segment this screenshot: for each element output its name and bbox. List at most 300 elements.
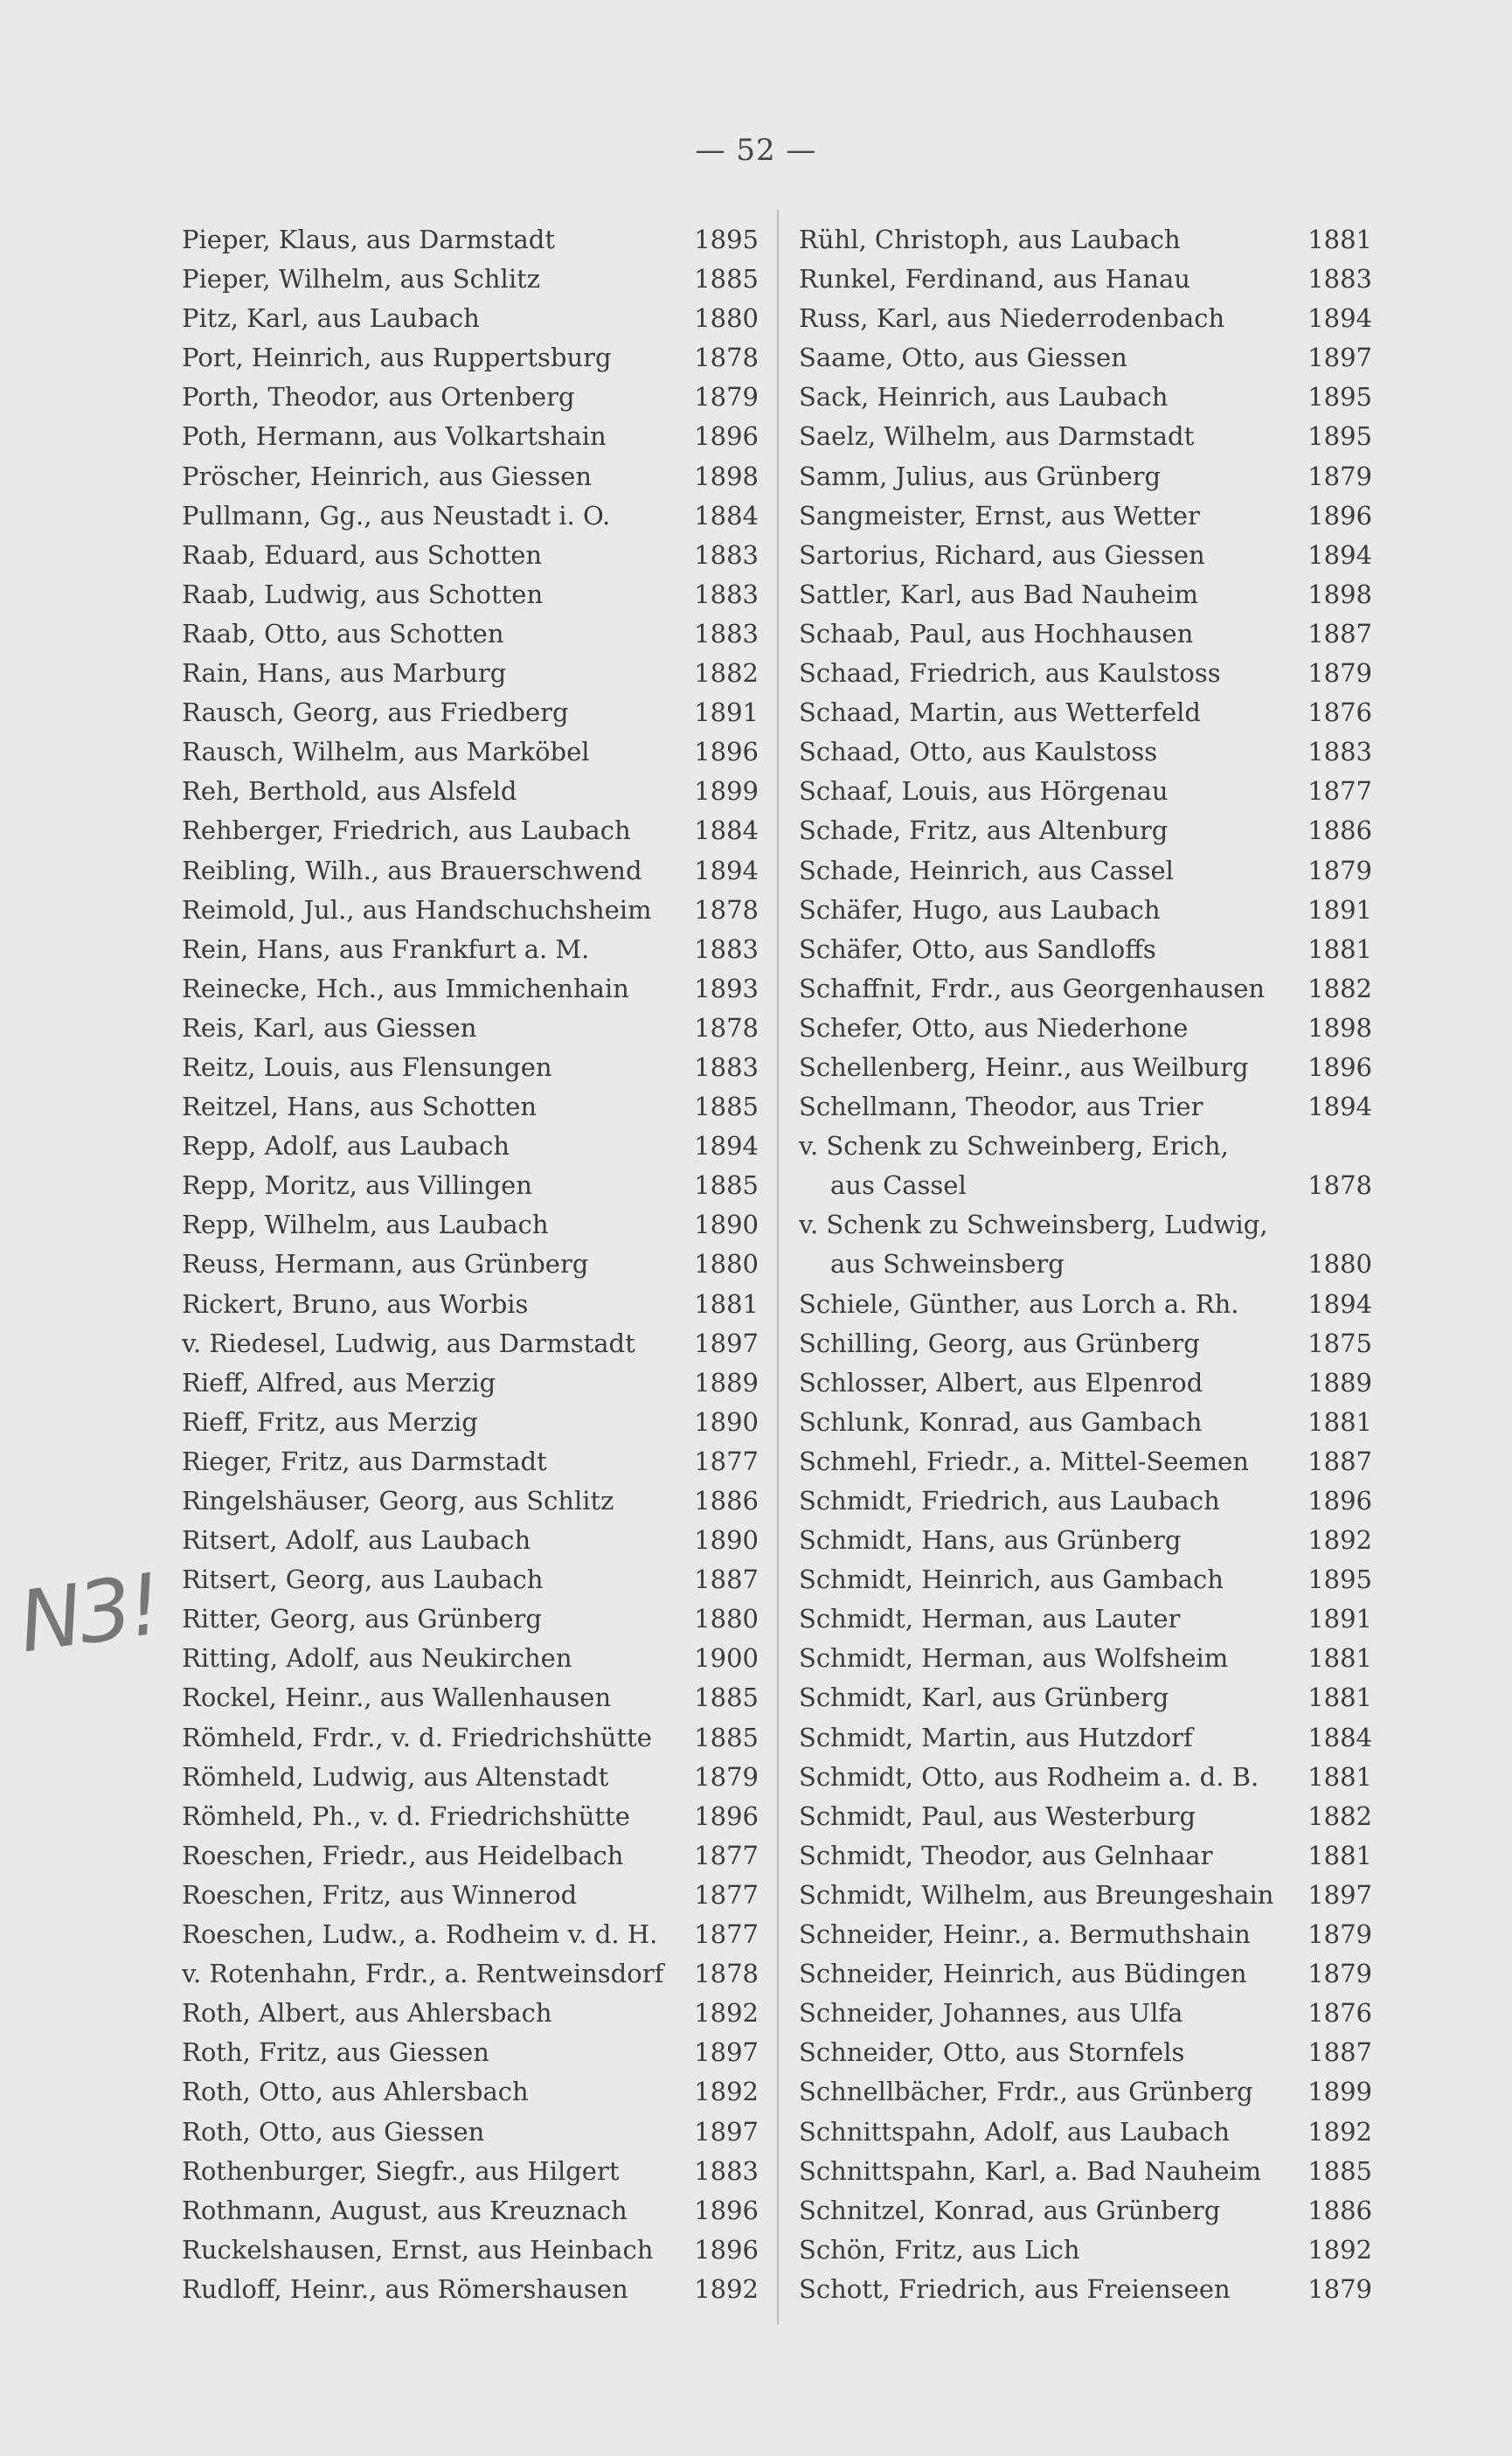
list-entry: [799, 1994, 1372, 2033]
list-entry: [799, 1442, 1372, 1481]
list-entry: [182, 1678, 759, 1717]
list-entry: [799, 1797, 1372, 1836]
entry-name: Schmehl, Friedr., a. Mittel-Seemen: [799, 1446, 1249, 1476]
entry-name: v. Riedesel, Ludwig, aus Darmstadt: [182, 1328, 635, 1358]
entry-name: Repp, Moritz, aus Villingen: [182, 1170, 532, 1201]
entry-name: Rudloff, Heinr., aus Römershausen: [182, 2273, 628, 2304]
entry-name: Roth, Albert, aus Ahlersbach: [182, 1998, 552, 2029]
entry-year: 1891: [694, 697, 759, 728]
list-entry: [799, 1560, 1372, 1599]
list-entry: [182, 1087, 759, 1127]
list-entry: [182, 260, 759, 299]
list-entry: [799, 614, 1372, 654]
entry-name: Schaab, Paul, aus Hochhausen: [799, 618, 1194, 649]
entry-name: Schmidt, Wilhelm, aus Breungeshain: [799, 1879, 1274, 1910]
entry-year: 1882: [694, 658, 759, 689]
entry-year: 1880: [694, 303, 759, 334]
list-entry: [799, 2152, 1372, 2191]
list-entry: [799, 1836, 1372, 1876]
list-entry: [182, 1048, 759, 1087]
entry-name: Sangmeister, Ernst, aus Wetter: [799, 500, 1200, 531]
left-column: [182, 220, 759, 2309]
list-entry: [799, 1324, 1372, 1363]
entry-name: Saelz, Wilhelm, aus Darmstadt: [799, 421, 1195, 452]
list-entry: [799, 654, 1372, 693]
entry-name: Rausch, Wilhelm, aus Marköbel: [182, 737, 590, 767]
entry-name: Roth, Otto, aus Giessen: [182, 2116, 485, 2147]
entry-name: Schmidt, Karl, aus Grünberg: [799, 1682, 1169, 1713]
entry-name: Schneider, Otto, aus Stornfels: [799, 2037, 1185, 2068]
list-entry: [182, 1994, 759, 2033]
entry-year: 1897: [694, 1328, 759, 1358]
entry-year: 1886: [1307, 2195, 1372, 2225]
entry-year: 1892: [694, 2273, 759, 2304]
page-number: — 52 —: [695, 133, 817, 168]
entry-year: 1883: [694, 2155, 759, 2186]
entry-year: 1877: [694, 1840, 759, 1870]
entry-name: Raab, Eduard, aus Schotten: [182, 539, 543, 570]
list-entry: [799, 496, 1372, 536]
entry-year: 1883: [1307, 264, 1372, 295]
entry-year: 1894: [694, 855, 759, 885]
entry-year: 1896: [694, 1800, 759, 1831]
list-entry: [799, 1718, 1372, 1758]
entry-name: Reh, Berthold, aus Alsfeld: [182, 776, 517, 807]
list-entry: [182, 2191, 759, 2231]
list-entry: [799, 930, 1372, 969]
entry-name: Schade, Heinrich, aus Cassel: [799, 855, 1174, 885]
entry-name: Schmidt, Hans, aus Grünberg: [799, 1525, 1182, 1556]
list-entry: [182, 1127, 759, 1166]
entry-name: Reis, Karl, aus Giessen: [182, 1012, 477, 1043]
entry-name: Ritsert, Georg, aus Laubach: [182, 1564, 544, 1595]
entry-year: 1881: [1307, 1406, 1372, 1437]
list-entry: [182, 693, 759, 732]
entry-name: Schmidt, Friedrich, aus Laubach: [799, 1486, 1220, 1516]
entry-name: Schaad, Friedrich, aus Kaulstoss: [799, 658, 1221, 689]
entry-name: Pieper, Wilhelm, aus Schlitz: [182, 264, 541, 295]
entry-name: Schilling, Georg, aus Grünberg: [799, 1328, 1200, 1358]
entry-name: Schmidt, Herman, aus Wolfsheim: [799, 1643, 1229, 1674]
entry-name: Rain, Hans, aus Marburg: [182, 658, 507, 689]
entry-name: Saame, Otto, aus Giessen: [799, 343, 1127, 373]
entry-name: Schmidt, Herman, aus Lauter: [799, 1604, 1181, 1634]
entry-year: 1879: [1307, 855, 1372, 885]
entry-name: Schott, Friedrich, aus Freienseen: [799, 2273, 1231, 2304]
entry-name: Rieff, Alfred, aus Merzig: [182, 1367, 496, 1398]
entry-name: Rein, Hans, aus Frankfurt a. M.: [182, 933, 590, 964]
list-entry: [182, 1009, 759, 1048]
list-entry: [182, 1442, 759, 1481]
entry-name: Schmidt, Theodor, aus Gelnhaar: [799, 1840, 1213, 1870]
list-entry: [799, 732, 1372, 772]
entry-name: Reitz, Louis, aus Flensungen: [182, 1051, 552, 1082]
entry-year: 1896: [694, 2195, 759, 2225]
list-entry: [182, 930, 759, 969]
entry-name: Rühl, Christoph, aus Laubach: [799, 225, 1181, 254]
list-entry: [799, 378, 1372, 417]
list-entry: [799, 772, 1372, 811]
entry-year: 1889: [1307, 1367, 1372, 1398]
entry-year: 1880: [694, 1249, 759, 1280]
list-entry: [182, 536, 759, 575]
list-entry: [182, 575, 759, 614]
entry-name: Sattler, Karl, aus Bad Nauheim: [799, 579, 1198, 609]
entry-name: aus Cassel: [830, 1170, 967, 1201]
entry-name: Repp, Wilhelm, aus Laubach: [182, 1210, 549, 1240]
list-entry: [799, 1048, 1372, 1087]
list-entry: [799, 1639, 1372, 1678]
entry-year: 1895: [1307, 1564, 1372, 1595]
entry-name: Poth, Hermann, aus Volkartshain: [182, 421, 607, 452]
entry-name: Rothmann, August, aus Kreuznach: [182, 2195, 628, 2225]
list-entry: [182, 772, 759, 811]
entry-name: Schmidt, Paul, aus Westerburg: [799, 1800, 1196, 1831]
entry-year: 1885: [694, 1682, 759, 1713]
list-entry: [182, 732, 759, 772]
list-entry: [799, 1285, 1372, 1324]
entry-year: 1881: [1307, 225, 1372, 254]
entry-year: 1894: [1307, 1092, 1372, 1122]
entry-name: Schlunk, Konrad, aus Gambach: [799, 1406, 1203, 1437]
entry-year: 1887: [1307, 618, 1372, 649]
entry-year: 1896: [694, 737, 759, 767]
entry-name: Rieger, Fritz, aus Darmstadt: [182, 1446, 547, 1476]
entry-year: 1892: [1307, 2234, 1372, 2265]
entry-year: 1881: [1307, 933, 1372, 964]
entry-name: Schmidt, Heinrich, aus Gambach: [799, 1564, 1224, 1595]
list-entry: [182, 1403, 759, 1442]
entry-name: v. Schenk zu Schweinsberg, Ludwig,: [799, 1210, 1268, 1240]
entry-year: 1887: [1307, 1446, 1372, 1476]
entry-year: 1878: [694, 1959, 759, 1989]
entry-year: 1896: [694, 421, 759, 452]
list-entry: [182, 457, 759, 496]
entry-name: Pitz, Karl, aus Laubach: [182, 303, 480, 334]
entry-year: 1890: [694, 1210, 759, 1240]
list-entry: [182, 969, 759, 1009]
entry-year: 1884: [694, 500, 759, 531]
list-entry: [182, 1599, 759, 1639]
entry-year: 1892: [1307, 1525, 1372, 1556]
entry-year: 1899: [694, 776, 759, 807]
list-entry: [799, 1166, 1372, 1205]
entry-name: Repp, Adolf, aus Laubach: [182, 1131, 510, 1162]
entry-name: v. Rotenhahn, Frdr., a. Rentweinsdorf: [182, 1959, 664, 1989]
entry-name: Porth, Theodor, aus Ortenberg: [182, 382, 575, 413]
entry-year: 1895: [1307, 421, 1372, 452]
entry-name: Schellenberg, Heinr., aus Weilburg: [799, 1051, 1249, 1082]
list-entry: [182, 1639, 759, 1678]
list-entry: [799, 1758, 1372, 1797]
list-entry: [799, 1245, 1372, 1284]
entry-name: Schmidt, Otto, aus Rodheim a. d. B.: [799, 1761, 1259, 1792]
entry-year: 1890: [694, 1525, 759, 1556]
entry-year: 1887: [694, 1564, 759, 1595]
entry-year: 1896: [1307, 500, 1372, 531]
entry-year: 1883: [1307, 737, 1372, 767]
entry-year: 1883: [694, 539, 759, 570]
entry-name: Samm, Julius, aus Grünberg: [799, 461, 1162, 491]
entry-name: Schiele, Günther, aus Lorch a. Rh.: [799, 1288, 1239, 1319]
entry-name: Schäfer, Hugo, aus Laubach: [799, 894, 1161, 925]
list-entry: [182, 2231, 759, 2270]
entry-year: 1877: [694, 1919, 759, 1950]
entry-name: Schäfer, Otto, aus Sandloffs: [799, 933, 1156, 964]
list-entry: [799, 2113, 1372, 2152]
entry-name: Reitzel, Hans, aus Schotten: [182, 1092, 538, 1122]
list-entry: [182, 1836, 759, 1876]
list-entry: [799, 1678, 1372, 1717]
entry-year: 1892: [694, 1998, 759, 2029]
entry-name: Römheld, Ludwig, aus Altenstadt: [182, 1761, 609, 1792]
list-entry: [799, 1403, 1372, 1442]
list-entry: [799, 1915, 1372, 1954]
entry-year: 1887: [1307, 2037, 1372, 2068]
entry-year: 1895: [694, 225, 759, 254]
list-entry: [182, 1363, 759, 1403]
entry-year: 1891: [1307, 894, 1372, 925]
list-entry: [182, 378, 759, 417]
list-entry: [799, 338, 1372, 378]
entry-year: 1894: [1307, 539, 1372, 570]
list-entry: [799, 1954, 1372, 1994]
list-entry: [799, 1521, 1372, 1560]
list-entry: [182, 1915, 759, 1954]
list-entry: [182, 1481, 759, 1521]
entry-name: aus Schweinsberg: [830, 1249, 1065, 1280]
list-entry: [182, 1876, 759, 1915]
list-entry: [182, 496, 759, 536]
entry-year: 1881: [694, 1288, 759, 1319]
entry-year: 1896: [694, 2234, 759, 2265]
entry-year: 1881: [1307, 1682, 1372, 1713]
entry-year: 1898: [1307, 579, 1372, 609]
entry-year: 1876: [1307, 697, 1372, 728]
entry-year: 1894: [1307, 303, 1372, 334]
entry-year: 1875: [1307, 1328, 1372, 1358]
entry-year: 1881: [1307, 1761, 1372, 1792]
entry-year: 1883: [694, 618, 759, 649]
entry-year: 1877: [1307, 776, 1372, 807]
entry-year: 1876: [1307, 1998, 1372, 2029]
list-entry: [799, 1481, 1372, 1521]
entry-name: Roeschen, Fritz, aus Winnerod: [182, 1879, 578, 1910]
entry-name: Rieff, Fritz, aus Merzig: [182, 1406, 478, 1437]
list-entry: [182, 614, 759, 654]
entry-name: Port, Heinrich, aus Ruppertsburg: [182, 343, 612, 373]
entry-year: 1879: [1307, 461, 1372, 491]
list-entry: [182, 1205, 759, 1245]
entry-year: 1894: [1307, 1288, 1372, 1319]
list-entry: [799, 2270, 1372, 2309]
list-entry: [799, 1363, 1372, 1403]
list-entry: [799, 2231, 1372, 2270]
list-entry: [799, 693, 1372, 732]
entry-name: Schnellbächer, Frdr., aus Grünberg: [799, 2077, 1253, 2107]
entry-name: Reinecke, Hch., aus Immichenhain: [182, 973, 629, 1003]
entry-name: Roth, Otto, aus Ahlersbach: [182, 2077, 529, 2107]
entry-name: Ritter, Georg, aus Grünberg: [182, 1604, 542, 1634]
entry-year: 1885: [694, 264, 759, 295]
entry-name: Schaad, Otto, aus Kaulstoss: [799, 737, 1158, 767]
list-entry: [182, 891, 759, 930]
entry-year: 1885: [694, 1722, 759, 1752]
list-entry: [182, 299, 759, 338]
list-entry: [799, 2033, 1372, 2072]
list-entry: [182, 2152, 759, 2191]
column-divider: [777, 210, 779, 2325]
list-entry: [182, 1797, 759, 1836]
entry-year: 1880: [1307, 1249, 1372, 1280]
entry-name: Reibling, Wilh., aus Brauerschwend: [182, 855, 642, 885]
entry-year: 1897: [694, 2116, 759, 2147]
entry-name: Schnitzel, Konrad, aus Grünberg: [799, 2195, 1221, 2225]
entry-year: 1898: [1307, 1012, 1372, 1043]
entry-year: 1883: [694, 579, 759, 609]
entry-name: Pröscher, Heinrich, aus Giessen: [182, 461, 593, 491]
entry-year: 1878: [1307, 1170, 1372, 1201]
entry-year: 1889: [694, 1367, 759, 1398]
entry-year: 1900: [694, 1643, 759, 1674]
list-entry: [182, 417, 759, 456]
entry-year: 1880: [694, 1604, 759, 1634]
entry-year: 1885: [694, 1170, 759, 1201]
entry-name: Schaad, Martin, aus Wetterfeld: [799, 697, 1201, 728]
entry-name: Schön, Fritz, aus Lich: [799, 2234, 1080, 2265]
list-entry: [799, 2191, 1372, 2231]
entry-name: Sack, Heinrich, aus Laubach: [799, 382, 1169, 413]
entry-year: 1882: [1307, 1800, 1372, 1831]
entry-year: 1891: [1307, 1604, 1372, 1634]
entry-year: 1877: [694, 1446, 759, 1476]
entry-year: 1894: [694, 1131, 759, 1162]
list-entry: [182, 1285, 759, 1324]
entry-year: 1892: [1307, 2116, 1372, 2147]
list-entry: [799, 811, 1372, 850]
list-entry: [799, 1127, 1372, 1166]
entry-year: 1897: [1307, 343, 1372, 373]
entry-year: 1897: [1307, 1879, 1372, 1910]
list-entry: [182, 1324, 759, 1363]
list-entry: [182, 2072, 759, 2112]
entry-year: 1898: [694, 461, 759, 491]
list-entry: [799, 1876, 1372, 1915]
entry-name: Roeschen, Friedr., aus Heidelbach: [182, 1840, 624, 1870]
entry-name: Schnittspahn, Karl, a. Bad Nauheim: [799, 2155, 1262, 2186]
entry-name: Rausch, Georg, aus Friedberg: [182, 697, 569, 728]
list-entry: [182, 1954, 759, 1994]
entry-name: Schnittspahn, Adolf, aus Laubach: [799, 2116, 1231, 2147]
entry-year: 1884: [694, 815, 759, 846]
list-entry: [799, 260, 1372, 299]
entry-name: Schlosser, Albert, aus Elpenrod: [799, 1367, 1203, 1398]
entry-year: 1897: [694, 2037, 759, 2068]
list-entry: [799, 851, 1372, 891]
entry-name: Reuss, Hermann, aus Grünberg: [182, 1249, 589, 1280]
entry-year: 1881: [1307, 1643, 1372, 1674]
entry-year: 1885: [694, 1092, 759, 1122]
list-entry: [182, 811, 759, 850]
entry-year: 1886: [694, 1486, 759, 1516]
entry-year: 1883: [694, 1051, 759, 1082]
entry-year: 1896: [1307, 1051, 1372, 1082]
entry-name: Raab, Otto, aus Schotten: [182, 618, 504, 649]
entry-year: 1879: [694, 382, 759, 413]
list-entry: [182, 1560, 759, 1599]
entry-name: Roth, Fritz, aus Giessen: [182, 2037, 489, 2068]
list-entry: [182, 1521, 759, 1560]
entry-year: 1882: [1307, 973, 1372, 1003]
entry-year: 1896: [1307, 1486, 1372, 1516]
entry-name: Schmidt, Martin, aus Hutzdorf: [799, 1722, 1193, 1752]
entry-name: Rehberger, Friedrich, aus Laubach: [182, 815, 631, 846]
entry-year: 1879: [1307, 1919, 1372, 1950]
entry-year: 1879: [1307, 658, 1372, 689]
entry-year: 1884: [1307, 1722, 1372, 1752]
list-entry: [182, 220, 759, 260]
entry-year: 1881: [1307, 1840, 1372, 1870]
list-entry: [799, 299, 1372, 338]
entry-year: 1893: [694, 973, 759, 1003]
entry-name: Schellmann, Theodor, aus Trier: [799, 1092, 1203, 1122]
list-entry: [799, 536, 1372, 575]
list-entry: [799, 1087, 1372, 1127]
entry-year: 1878: [694, 343, 759, 373]
list-entry: [182, 2270, 759, 2309]
list-entry: [799, 1009, 1372, 1048]
entry-year: 1878: [694, 1012, 759, 1043]
entry-name: Runkel, Ferdinand, aus Hanau: [799, 264, 1190, 295]
list-entry: [799, 891, 1372, 930]
entry-name: Sartorius, Richard, aus Giessen: [799, 539, 1205, 570]
list-entry: [799, 1205, 1372, 1245]
list-entry: [182, 654, 759, 693]
handwritten-annotation: N3!: [12, 1555, 165, 1672]
list-entry: [182, 2113, 759, 2152]
entry-name: Schade, Fritz, aus Altenburg: [799, 815, 1169, 846]
list-entry: [182, 851, 759, 891]
entry-name: Römheld, Ph., v. d. Friedrichshütte: [182, 1800, 630, 1831]
entry-name: Ritting, Adolf, aus Neukirchen: [182, 1643, 572, 1674]
list-entry: [799, 2072, 1372, 2112]
entry-name: Reimold, Jul., aus Handschuchsheim: [182, 894, 652, 925]
entry-year: 1883: [694, 933, 759, 964]
list-entry: [182, 2033, 759, 2072]
entry-name: Rothenburger, Siegfr., aus Hilgert: [182, 2155, 620, 2186]
entry-year: 1886: [1307, 815, 1372, 846]
list-entry: [182, 338, 759, 378]
list-entry: [182, 1758, 759, 1797]
entry-name: Schaaf, Louis, aus Hörgenau: [799, 776, 1169, 807]
entry-name: Ritsert, Adolf, aus Laubach: [182, 1525, 531, 1556]
entry-name: Pullmann, Gg., aus Neustadt i. O.: [182, 500, 611, 531]
entry-name: Pieper, Klaus, aus Darmstadt: [182, 225, 556, 254]
entry-year: 1895: [1307, 382, 1372, 413]
entry-name: Rockel, Heinr., aus Wallenhausen: [182, 1682, 612, 1713]
entry-name: Raab, Ludwig, aus Schotten: [182, 579, 544, 609]
list-entry: [799, 1599, 1372, 1639]
entry-name: Schaffnit, Frdr., aus Georgenhausen: [799, 973, 1266, 1003]
entry-name: Römheld, Frdr., v. d. Friedrichshütte: [182, 1722, 652, 1752]
list-entry: [799, 575, 1372, 614]
right-column: [799, 220, 1372, 2309]
entry-year: 1885: [1307, 2155, 1372, 2186]
entry-name: Schefer, Otto, aus Niederhone: [799, 1012, 1189, 1043]
list-entry: [182, 1166, 759, 1205]
entry-name: Schneider, Heinrich, aus Büdingen: [799, 1959, 1247, 1989]
entry-year: 1879: [1307, 2273, 1372, 2304]
